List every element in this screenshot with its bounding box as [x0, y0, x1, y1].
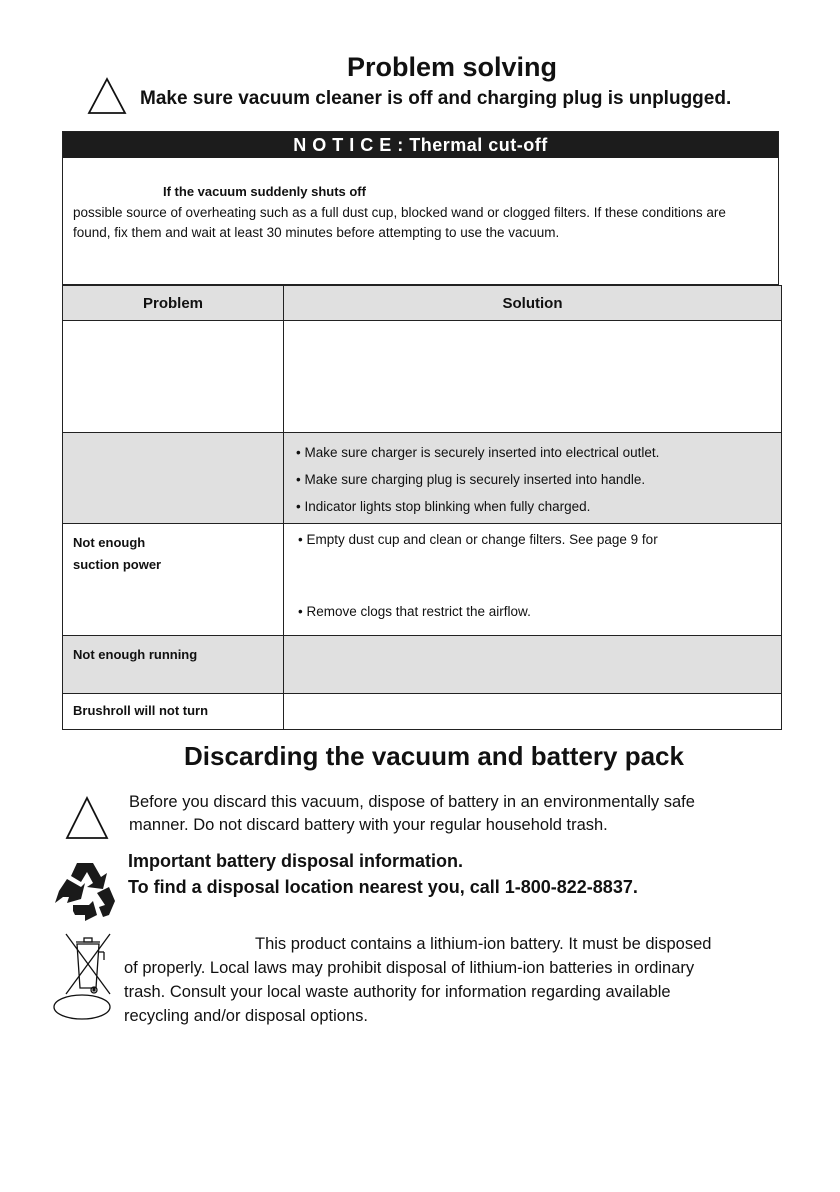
- column-header-solution: Solution: [284, 286, 782, 321]
- solution-item: • Make sure charger is securely inserted into electrical outlet.: [296, 445, 660, 460]
- solution-item: • Make sure charging plug is securely inserted into handle.: [296, 472, 646, 487]
- text-line: Before you discard this vacuum, dispose of battery in an environmentally safe: [129, 793, 695, 811]
- lithium-battery-info: [124, 932, 774, 1028]
- solution-cell: [284, 636, 782, 694]
- page-title: Problem solving: [346, 52, 558, 82]
- solution-cell: [284, 321, 782, 433]
- solution-cell: [284, 694, 782, 730]
- solution-item: • Indicator lights stop blinking when fully charged.: [296, 499, 591, 514]
- section-title: Discarding the vacuum and battery pack: [184, 741, 684, 771]
- notice-header: N O T I C E : Thermal cut-off: [63, 132, 778, 158]
- solution-item: • Remove clogs that restrict the airflow.: [298, 604, 531, 619]
- table-row: [63, 636, 782, 694]
- solution-cell: [284, 433, 782, 524]
- table-header-row: [63, 286, 782, 321]
- crossed-bin-icon: [52, 930, 124, 1026]
- table-row: [63, 433, 782, 524]
- text-line: manner. Do not discard battery with your regular household trash.: [129, 816, 608, 834]
- text-line: To find a disposal location nearest you, call 1-800-822-8837.: [128, 877, 638, 897]
- text-line: Important battery disposal information.: [128, 851, 464, 871]
- notice-body: possible source of overheating such as a full dust cup, blocked wand or clogged filters. If these conditions are found, fix them and wait at least 30 minutes before attempting to use the vacuum.: [73, 205, 726, 240]
- text-line: recycling and/or disposal options.: [124, 1007, 368, 1025]
- problem-text: Not enough: [73, 535, 146, 550]
- text-line: trash. Consult your local waste authority for information regarding available: [124, 983, 671, 1001]
- column-header-problem: Problem: [63, 286, 284, 321]
- problem-cell: Not enough running: [63, 636, 284, 694]
- warning-triangle-icon: [86, 76, 128, 116]
- table-row: [63, 524, 782, 636]
- troubleshooting-table: [62, 285, 782, 730]
- warning-triangle-icon: [64, 795, 110, 841]
- problem-cell: [63, 433, 284, 524]
- text-span: This product contains a lithium-ion battery. It must be disposed: [255, 935, 712, 953]
- table-row: [63, 694, 782, 730]
- recycle-icon: [51, 857, 117, 923]
- warning-line: Make sure vacuum cleaner is off and charging plug is unplugged.: [140, 88, 732, 109]
- problem-cell: Brushroll will not turn: [63, 694, 284, 730]
- solution-item: • Empty dust cup and clean or change filters. See page 9 for: [298, 532, 658, 547]
- solution-cell: [284, 524, 782, 636]
- text-line: [124, 932, 774, 956]
- text-line: of properly. Local laws may prohibit disposal of lithium-ion batteries in ordinary: [124, 959, 695, 977]
- notice-lead: If the vacuum suddenly shuts off: [163, 184, 366, 199]
- discard-instructions: [129, 791, 779, 837]
- disposal-info: [128, 848, 638, 900]
- problem-cell: [63, 321, 284, 433]
- notice-box: [62, 131, 779, 285]
- table-row: [63, 321, 782, 433]
- problem-text: suction power: [73, 557, 162, 572]
- problem-cell: [63, 524, 284, 636]
